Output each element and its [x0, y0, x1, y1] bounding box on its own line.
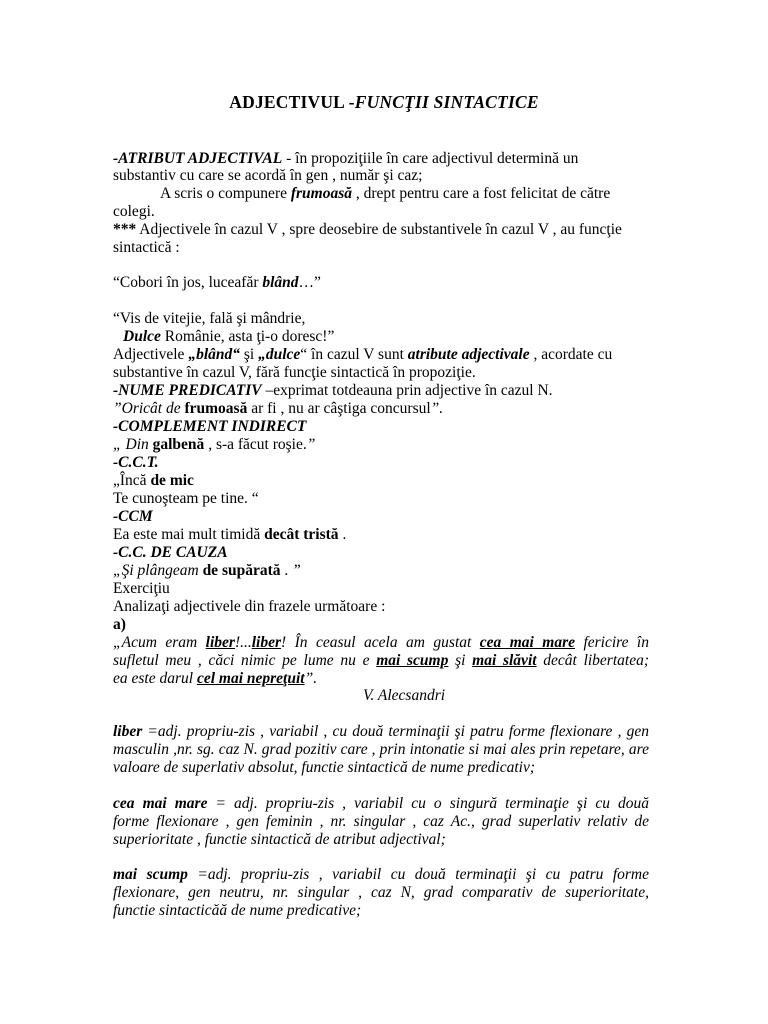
explanation-line-1: Adjectivele „blând“ şi „dulce“ în cazul V sunt atribute adjectivale , acordate cu: [113, 346, 613, 363]
exercise-instruction: Analizaţi adjectivele din frazele următoare :: [113, 598, 386, 615]
note-line-1: *** Adjectivele în cazul V , spre deosebire de substantivele în cazul V , au funcţie: [113, 221, 622, 238]
atribut-example-end: colegi.: [113, 203, 155, 220]
cct-example-1: „Încă de mic: [113, 472, 194, 489]
exercise-author: V. Alecsandri: [362, 687, 446, 704]
analysis-liber-1: liber =adj. propriu-zis , variabil , cu două terminaţii şi patru forme flexionare , gen: [113, 723, 649, 740]
nume-predicativ-heading: -NUME PREDICATIV –exprimat totdeauna prin adjective în cazul N.: [113, 382, 553, 399]
cct-example-2: Te cunoşteam pe tine. “: [113, 490, 259, 507]
analysis-mai-scump-3: functie sintacticăă de nume predicative;: [113, 902, 362, 919]
analysis-liber-2: masculin ,nr. sg. caz N. grad pozitiv care , prin intonatie si mai ales prin repetare, are: [113, 741, 649, 758]
complement-indirect-heading: -COMPLEMENT INDIRECT: [113, 418, 307, 435]
exercise-label-a: a): [113, 616, 126, 633]
exercise-text-line-3: ea este darul cel mai nepreţuit”.: [113, 670, 318, 687]
analysis-cea-mai-mare-1: cea mai mare = adj. propriu-zis , variabil cu o singură terminaţie şi cu două: [113, 795, 650, 812]
page-title: ADJECTIVUL -FUNCŢII SINTACTICE: [229, 92, 539, 112]
quote-luceafar: “Cobori în jos, luceafăr blând…”: [113, 274, 321, 291]
analysis-mai-scump-2: flexionare, gen neutru, nr. singular , caz N, grad comparativ de superioritate,: [113, 884, 649, 901]
analysis-liber-3: valoare de superlativ absolut, functie sintactică de nume predicativ;: [113, 759, 535, 776]
atribut-line-2: substantiv cu care se acordă în gen , număr şi caz;: [113, 167, 423, 184]
ccm-example: Ea este mai mult timidă decât tristă .: [113, 526, 347, 543]
analysis-cea-mai-mare-3: superioritate , functie sintactică de atribut adjectival;: [113, 831, 446, 848]
ccc-heading: -C.C. DE CAUZA: [113, 544, 228, 561]
ccc-example: „Şi plângeam de supărată . ”: [113, 562, 301, 579]
exercise-title: Exerciţiu: [113, 580, 170, 597]
explanation-line-2: substantive în cazul V, fără funcţie sintactică în propoziţie.: [113, 364, 476, 381]
complement-indirect-example: „ Din galbenă , s-a făcut roşie.”: [113, 436, 316, 453]
quote-vis-line-2: Dulce Românie, asta ţi-o doresc!”: [123, 328, 335, 345]
atribut-line-1: -ATRIBUT ADJECTIVAL - în propoziţiile în care adjectivul determină un: [113, 150, 579, 167]
analysis-mai-scump-1: mai scump =adj. propriu-zis , variabil cu două terminaţii şi cu patru forme: [113, 866, 649, 883]
note-line-2: sintactică :: [113, 239, 180, 256]
quote-vis-line-1: “Vis de vitejie, fală şi mândrie,: [113, 310, 306, 327]
ccm-heading: -CCM: [113, 508, 153, 525]
analysis-cea-mai-mare-2: forme flexionare , gen feminin , nr. singular , caz Ac., grad superlativ relativ de: [113, 813, 649, 830]
cct-heading: -C.C.T.: [113, 454, 159, 471]
atribut-example: A scris o compunere frumoasă , drept pentru care a fost felicitat de către: [160, 185, 611, 202]
exercise-text-line-2: sufletul meu , căci nimic pe lume nu e mai scump şi mai slăvit decât libertatea;: [113, 652, 649, 669]
nume-predicativ-example: ”Oricât de frumoasă ar fi , nu ar câştiga concursul”.: [113, 400, 444, 417]
exercise-text-line-1: „Acum eram liber!...liber! În ceasul acela am gustat cea mai mare fericire în: [113, 634, 649, 651]
